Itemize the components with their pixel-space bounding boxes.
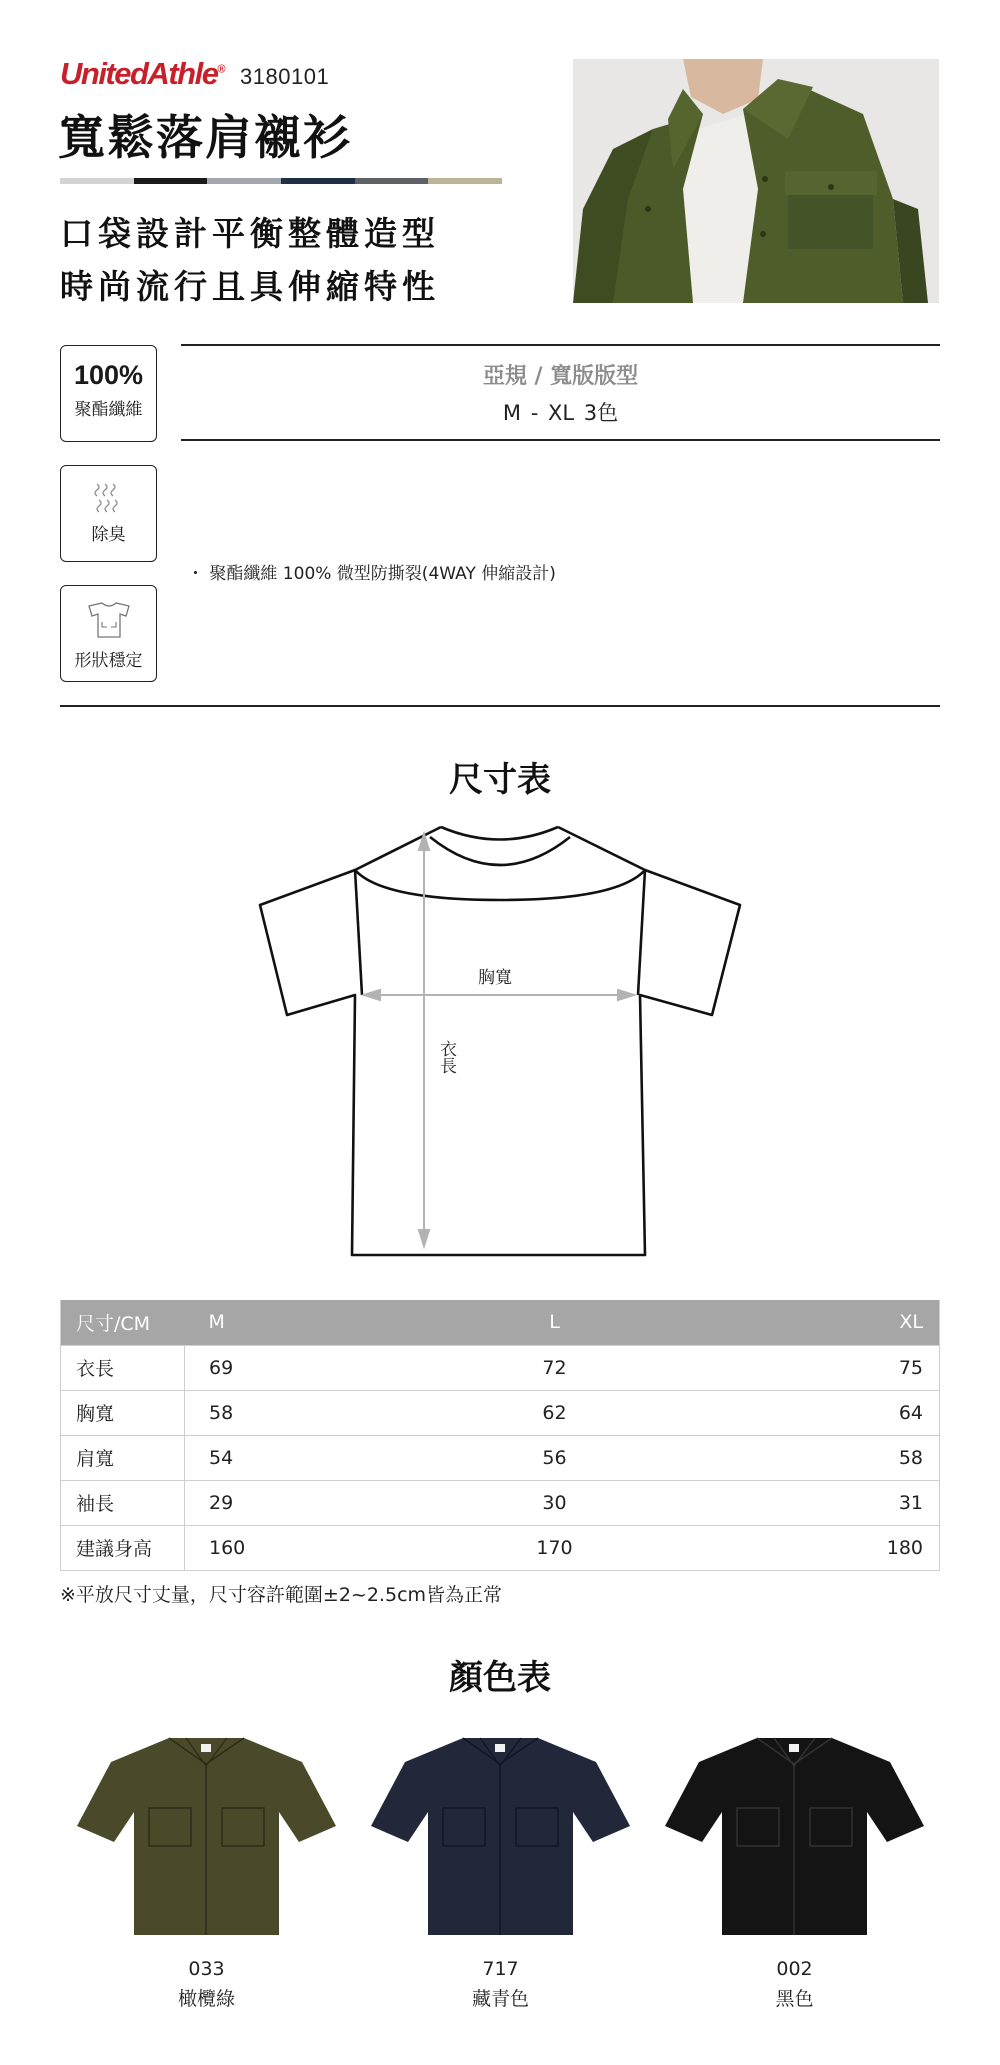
spec-fit: 亞規 / 寬版版型 bbox=[482, 364, 639, 389]
measurement-note: ※平放尺寸丈量，尺寸容許範圍±2~2.5cm皆為正常 bbox=[60, 1584, 503, 1606]
color-name: 黑色 bbox=[775, 1988, 814, 2010]
table-cell: 72 bbox=[405, 1345, 705, 1390]
table-cell: 69 bbox=[185, 1345, 405, 1390]
tagline-1: 口袋設計平衡整體造型 bbox=[60, 214, 440, 253]
product-code: 3180101 bbox=[240, 64, 330, 89]
measurement-diagram bbox=[0, 800, 1000, 1270]
table-cell: 160 bbox=[185, 1525, 405, 1570]
brand-logo: UnitedAthle® bbox=[60, 56, 225, 91]
color-swatch-navy bbox=[368, 1730, 633, 2011]
table-cell: 30 bbox=[405, 1480, 705, 1525]
spec-divider-top bbox=[181, 344, 940, 346]
feature-deodorize-badge bbox=[60, 465, 157, 562]
steam-odor-icon bbox=[87, 480, 131, 514]
chest-width-label: 胸寬 bbox=[478, 968, 512, 988]
shirt-icon bbox=[74, 1730, 339, 1940]
hero-photo bbox=[573, 59, 939, 303]
color-code: 033 bbox=[188, 1958, 225, 1980]
table-cell: 180 bbox=[705, 1525, 940, 1570]
size-chart-title: 尺寸表 bbox=[449, 760, 551, 800]
color-swatch-black bbox=[662, 1730, 927, 2011]
table-row bbox=[61, 1345, 940, 1390]
table-row bbox=[61, 1390, 940, 1435]
color-chart-title: 顏色表 bbox=[449, 1658, 551, 1698]
shirt-icon bbox=[662, 1730, 927, 1940]
tshirt-outline bbox=[0, 800, 1000, 1270]
table-cell: 29 bbox=[185, 1480, 405, 1525]
shape-label: 形狀穩定 bbox=[74, 651, 143, 671]
color-code: 002 bbox=[776, 1958, 813, 1980]
header-cell: L bbox=[405, 1300, 705, 1345]
color-stripe bbox=[428, 178, 502, 184]
color-code: 717 bbox=[482, 1958, 519, 1980]
color-stripe bbox=[281, 178, 355, 184]
header-cell: XL bbox=[705, 1300, 940, 1345]
brand-header bbox=[60, 56, 329, 92]
feature-shape-badge bbox=[60, 585, 157, 682]
color-swatch-olive bbox=[74, 1730, 339, 2011]
model-shirt-illustration bbox=[573, 59, 939, 303]
color-stripe-bar bbox=[60, 178, 502, 184]
feature-fabric-badge bbox=[60, 345, 157, 442]
color-stripe bbox=[134, 178, 208, 184]
tagline-2: 時尚流行且具伸縮特性 bbox=[60, 267, 440, 306]
spec-sizes: M - XL 3色 bbox=[502, 401, 619, 425]
table-cell: 75 bbox=[705, 1345, 940, 1390]
spec-divider-bottom bbox=[181, 439, 940, 441]
row-label: 衣長 bbox=[61, 1345, 185, 1390]
row-label: 袖長 bbox=[61, 1480, 185, 1525]
row-label: 肩寬 bbox=[61, 1435, 185, 1480]
table-cell: 58 bbox=[185, 1390, 405, 1435]
table-cell: 54 bbox=[185, 1435, 405, 1480]
spec-material: ・ 聚酯纖維 100% 微型防撕裂(4WAY 伸縮設計) bbox=[187, 564, 556, 584]
table-header-row bbox=[61, 1300, 940, 1345]
color-name: 藏青色 bbox=[471, 1988, 529, 2010]
product-name: 寬鬆落肩襯衫 bbox=[58, 111, 352, 166]
color-name: 橄欖綠 bbox=[177, 1988, 235, 2010]
section-divider bbox=[60, 705, 940, 707]
table-cell: 170 bbox=[405, 1525, 705, 1570]
table-cell: 58 bbox=[705, 1435, 940, 1480]
row-label: 建議身高 bbox=[61, 1525, 185, 1570]
size-table bbox=[60, 1300, 940, 1571]
table-row bbox=[61, 1435, 940, 1480]
header-cell: 尺寸/CM bbox=[61, 1300, 185, 1345]
table-cell: 64 bbox=[705, 1390, 940, 1435]
tshirt-shape-icon bbox=[84, 600, 134, 640]
color-stripe bbox=[355, 178, 429, 184]
row-label: 胸寬 bbox=[61, 1390, 185, 1435]
table-cell: 62 bbox=[405, 1390, 705, 1435]
fabric-label: 聚酯纖維 bbox=[74, 400, 143, 420]
body-length-label: 衣長 bbox=[436, 1040, 456, 1074]
deodorize-label: 除臭 bbox=[91, 525, 126, 545]
table-row bbox=[61, 1480, 940, 1525]
table-cell: 56 bbox=[405, 1435, 705, 1480]
fabric-percentage: 100% bbox=[73, 360, 144, 390]
color-stripe bbox=[207, 178, 281, 184]
table-cell: 31 bbox=[705, 1480, 940, 1525]
header-cell: M bbox=[185, 1300, 405, 1345]
table-row bbox=[61, 1525, 940, 1570]
color-stripe bbox=[60, 178, 134, 184]
shirt-icon bbox=[368, 1730, 633, 1940]
